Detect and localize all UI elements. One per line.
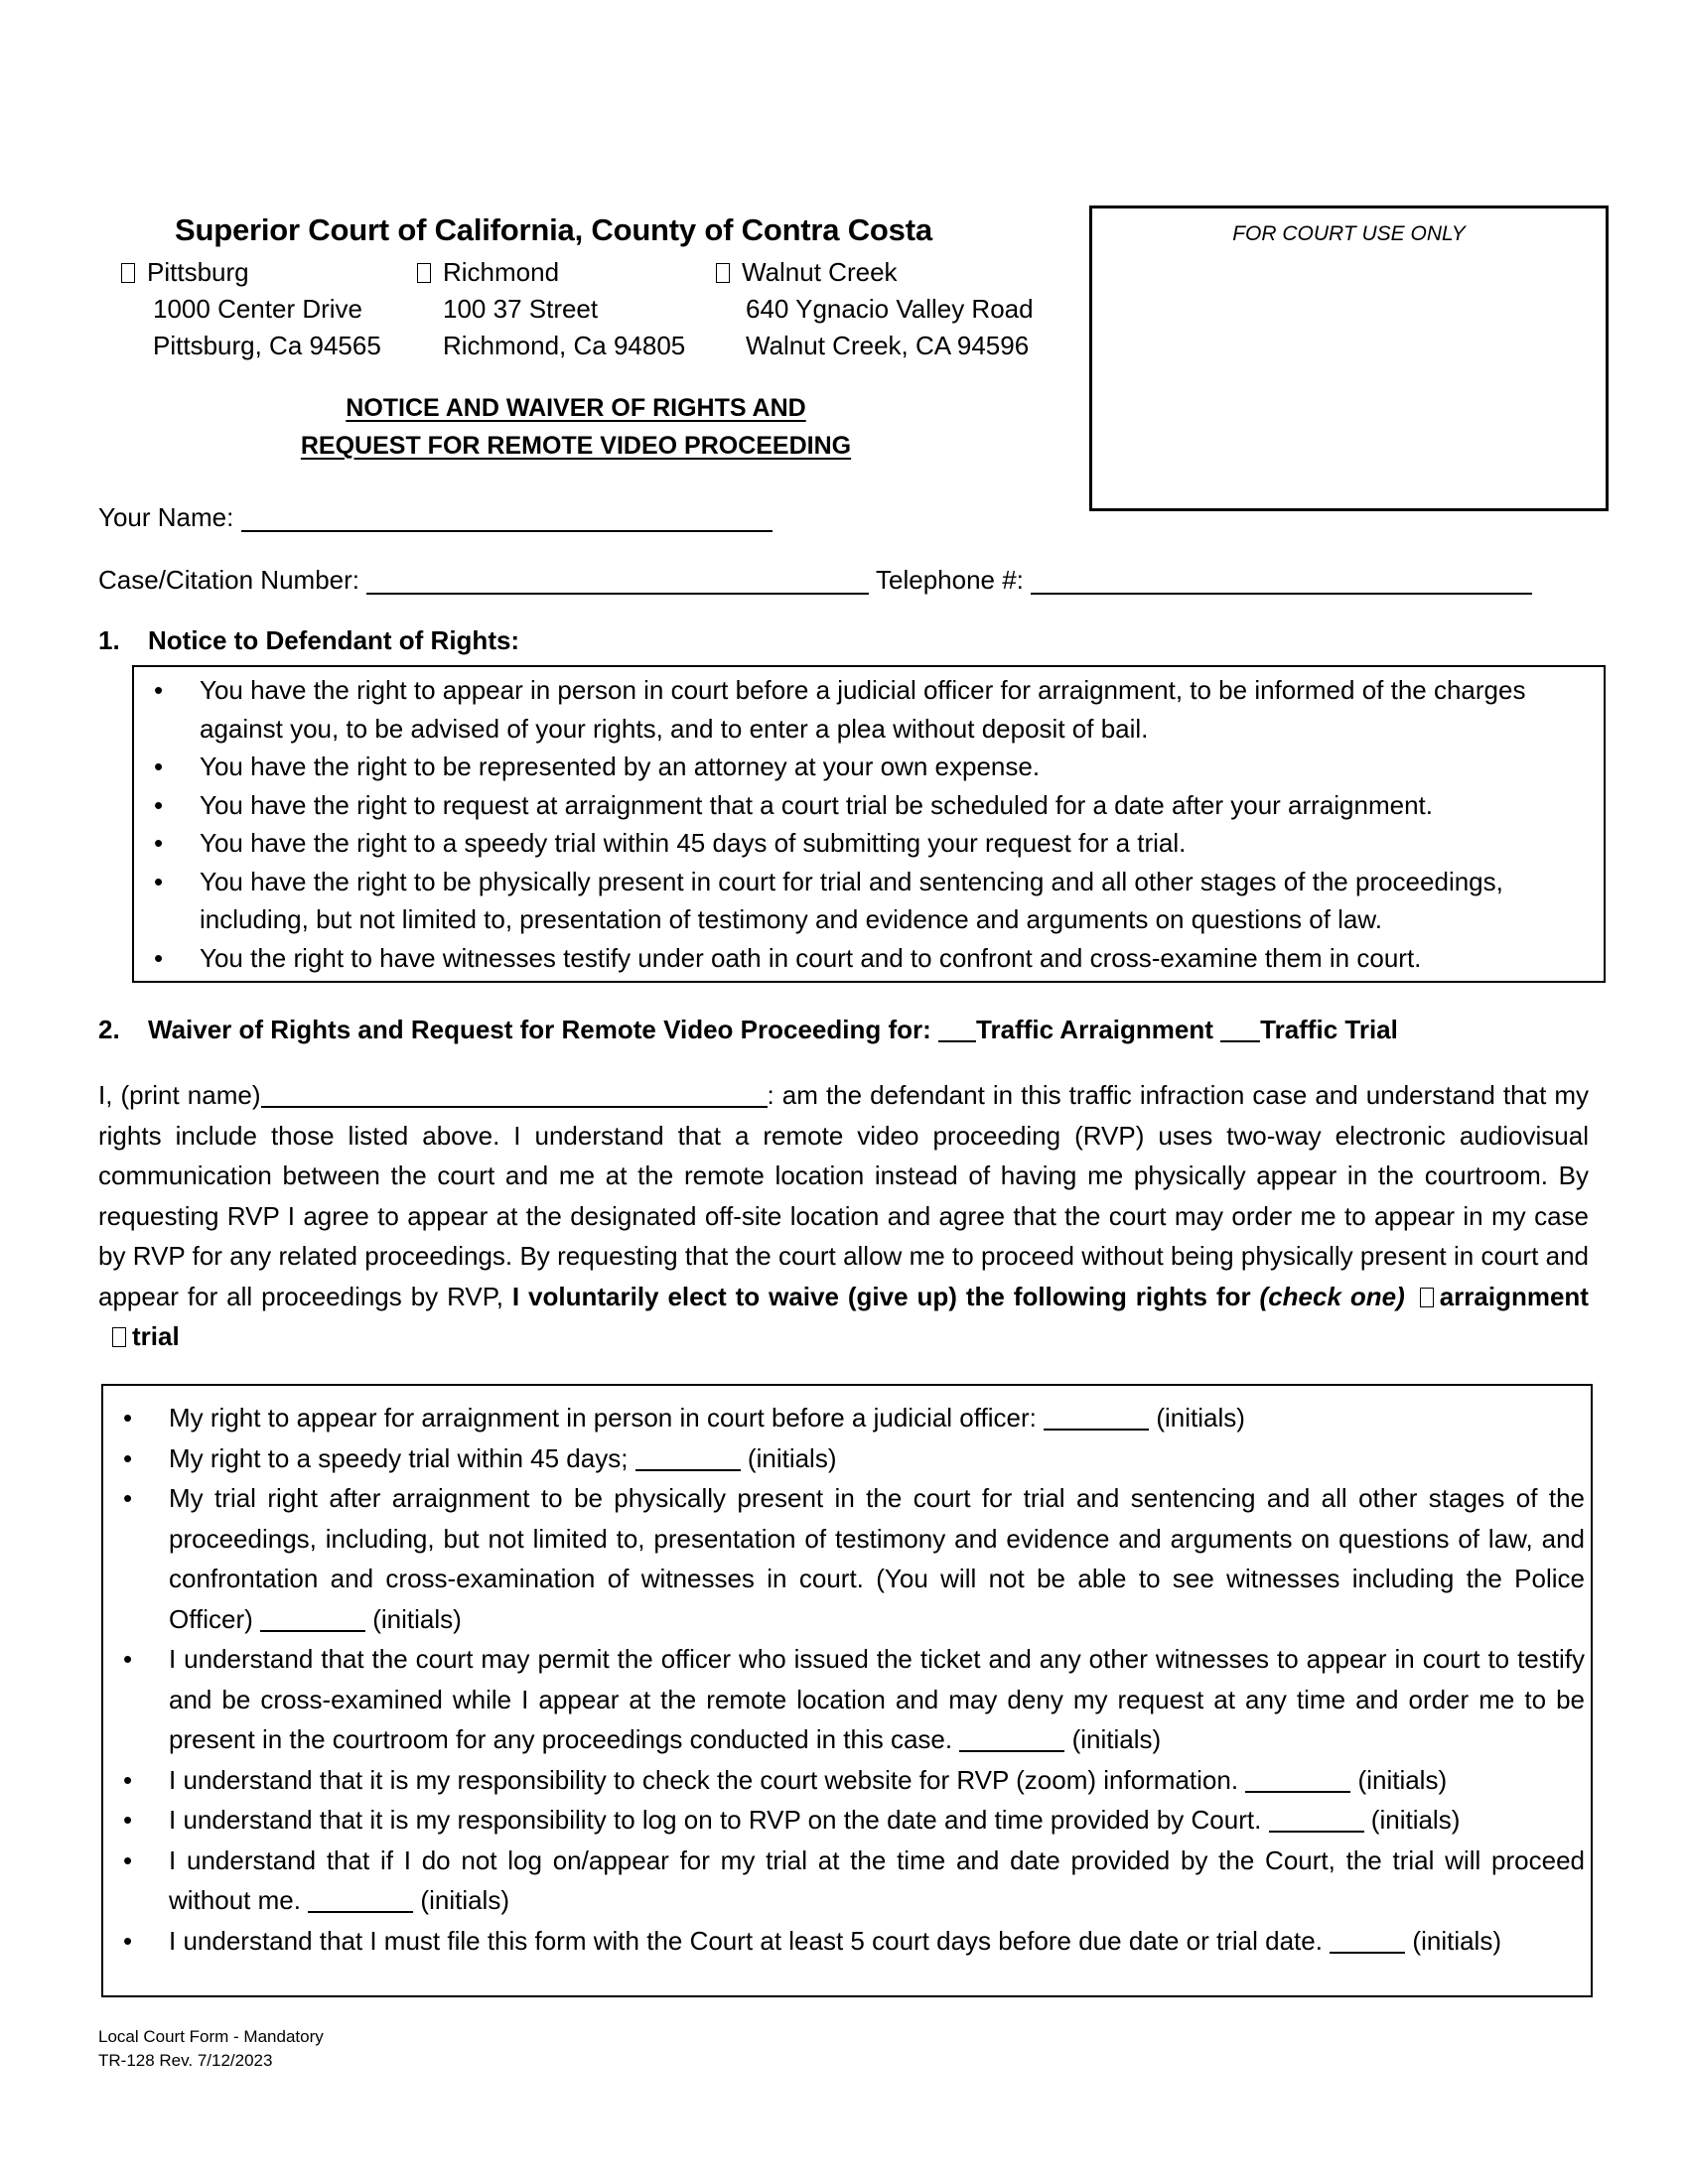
print-name-label: I, (print name) (98, 1080, 261, 1110)
waiver-item: • My right to appear for arraignment in person in court before a judicial officer: (initials) (103, 1398, 1585, 1438)
your-name-row (98, 502, 773, 533)
location-address1: 100 37 Street (443, 294, 599, 324)
print-name-field[interactable] (261, 1084, 768, 1108)
check-one-label: (check one) (1259, 1281, 1405, 1311)
walnut-creek-checkbox[interactable] (716, 263, 730, 283)
waiver-item: • I understand that it is my responsibility to log on to RVP on the date and time provided by Court. (initials) (103, 1800, 1585, 1841)
footer-form-type: Local Court Form - Mandatory (98, 2027, 324, 2046)
notice-rights-box (132, 665, 1606, 983)
your-name-label: Your Name: (98, 502, 234, 532)
form-footer (98, 2025, 324, 2073)
waiver-bold-text: I voluntarily elect to waive (give up) the following rights for (511, 1281, 1251, 1311)
location-address2: Pittsburg, Ca 94565 (153, 331, 381, 360)
notice-item: • You have the right to appear in person in court before a judicial officer for arraignment, to be informed of the charges against you, to be advised of your rights, and to enter a plea without deposit of bail. (134, 671, 1592, 748)
notice-rights-list (134, 671, 1592, 977)
section1-title: Notice to Defendant of Rights: (148, 625, 520, 655)
section2-title: Waiver of Rights and Request for Remote Video Proceeding for: (148, 1015, 931, 1044)
waiver-item: • I understand that I must file this form with the Court at least 5 court days before due date or trial date. (initials) (103, 1921, 1585, 1962)
location-address2: Richmond, Ca 94805 (443, 331, 686, 360)
waiver-paragraph (98, 1075, 1589, 1357)
initials-field[interactable] (1330, 1930, 1405, 1954)
location-pittsburg (121, 254, 381, 364)
location-name: Pittsburg (147, 257, 249, 287)
your-name-field[interactable] (241, 504, 773, 532)
location-address2: Walnut Creek, CA 94596 (746, 331, 1030, 360)
traffic-arraignment-blank[interactable] (938, 1019, 976, 1042)
arraignment-label: arraignment (1439, 1281, 1589, 1311)
form-title-line1: NOTICE AND WAIVER OF RIGHTS AND (346, 394, 806, 422)
location-richmond (417, 254, 685, 364)
location-walnut-creek (716, 254, 1034, 364)
trial-label: trial (132, 1321, 180, 1351)
location-address1: 1000 Center Drive (153, 294, 362, 324)
court-use-box (1089, 205, 1609, 511)
pittsburg-checkbox[interactable] (121, 263, 135, 283)
waiver-rights-box (101, 1384, 1593, 1997)
location-name: Walnut Creek (742, 257, 898, 287)
waiver-item: • I understand that the court may permit the officer who issued the ticket and any other witnesses to appear in court to testify and be cross-examined while I appear at the remote location and may deny my request at any time and order me to be present in the courtroom for any proceedings conducted in this case. (initials) (103, 1639, 1585, 1760)
notice-item: • You have the right to request at arraignment that a court trial be scheduled for a date after your arraignment. (134, 786, 1592, 825)
notice-item: • You the right to have witnesses testify under oath in court and to confront and cross-examine them in court. (134, 939, 1592, 978)
notice-item: • You have the right to a speedy trial within 45 days of submitting your request for a trial. (134, 824, 1592, 863)
waiver-paragraph-text: : am the defendant in this traffic infraction case and understand that my rights include those listed above. I understand that a remote video proceeding (RVP) uses two-way electronic audiovisual communication between the court and me at the remote location instead of having me physically appear in the courtroom. By requesting RVP I agree to appear at the designated off-site location and agree that the court may order me to appear in my case by RVP for any related proceedings. By requesting that the court allow me to proceed without being physically present in court and appear for all proceedings by RVP, (98, 1080, 1590, 1311)
waiver-item: • I understand that if I do not log on/appear for my trial at the time and date provided by the Court, the trial will proceed without me. (initials) (103, 1841, 1585, 1921)
initials-field[interactable] (635, 1447, 741, 1471)
traffic-trial-blank[interactable] (1220, 1019, 1260, 1042)
initials-field[interactable] (959, 1728, 1064, 1752)
case-number-label: Case/Citation Number: (98, 565, 359, 595)
trial-checkbox[interactable] (112, 1327, 126, 1347)
location-address1: 640 Ygnacio Valley Road (746, 294, 1034, 324)
section1-number: 1. (98, 625, 120, 655)
traffic-trial-label: Traffic Trial (1260, 1015, 1398, 1044)
case-number-field[interactable] (366, 567, 869, 595)
initials-field[interactable] (1269, 1809, 1364, 1833)
location-name: Richmond (443, 257, 560, 287)
section1-heading (98, 625, 519, 656)
notice-item: • You have the right to be physically present in court for trial and sentencing and all other stages of the proceedings, including, but not limited to, presentation of testimony and evidence and arguments on questions of law. (134, 863, 1592, 939)
initials-field[interactable] (308, 1889, 413, 1913)
notice-item: • You have the right to be represented by an attorney at your own expense. (134, 748, 1592, 786)
footer-form-id: TR-128 Rev. 7/12/2023 (98, 2051, 273, 2070)
telephone-label: Telephone #: (876, 565, 1024, 595)
initials-field[interactable] (260, 1608, 365, 1632)
richmond-checkbox[interactable] (417, 263, 431, 283)
initials-field[interactable] (1044, 1407, 1149, 1431)
waiver-rights-list (103, 1398, 1585, 1961)
initials-field[interactable] (1245, 1769, 1350, 1793)
arraignment-checkbox[interactable] (1420, 1288, 1434, 1307)
section2-heading (98, 1015, 1398, 1045)
telephone-field[interactable] (1031, 567, 1532, 595)
form-title (228, 389, 923, 465)
waiver-item: • I understand that it is my responsibility to check the court website for RVP (zoom) information. (initials) (103, 1760, 1585, 1801)
waiver-item: • My trial right after arraignment to be physically present in the court for trial and sentencing and all other stages of the proceedings, including, but not limited to, presentation of testimony and evidence and arguments on questions of law, and confrontation and cross-examination of witnesses in court. (You will not be able to see witnesses including the Police Officer) (initials) (103, 1478, 1585, 1639)
section2-number: 2. (98, 1015, 120, 1044)
waiver-item: • My right to a speedy trial within 45 days; (initials) (103, 1438, 1585, 1479)
traffic-arraignment-label: Traffic Arraignment (976, 1015, 1213, 1044)
case-telephone-row (98, 565, 1532, 596)
court-name: Superior Court of California, County of Contra Costa (175, 212, 932, 247)
form-title-line2: REQUEST FOR REMOTE VIDEO PROCEEDING (300, 432, 852, 460)
court-use-label: FOR COURT USE ONLY (1232, 222, 1466, 245)
